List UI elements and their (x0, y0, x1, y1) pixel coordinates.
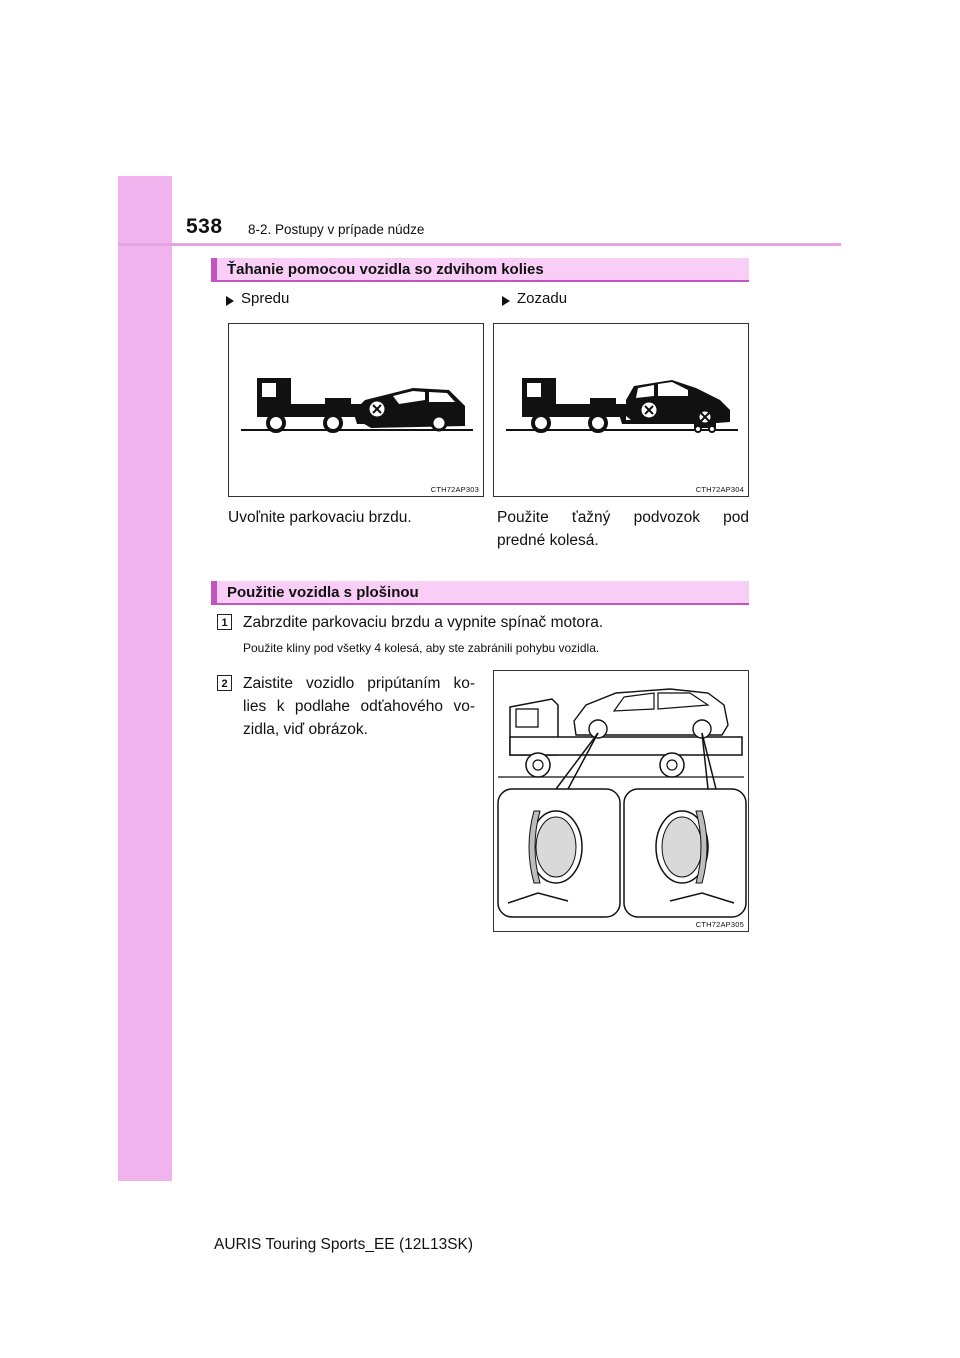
tow-truck-front-illustration (229, 324, 483, 496)
step-2-line3: zidla, viď obrázok. (243, 721, 368, 738)
step-1-text: Zabrzdite parkovaciu brzdu a vypnite spínač motora. (243, 614, 604, 631)
figure-code: CTH72AP303 (430, 485, 479, 494)
bullet-triangle-icon (226, 296, 234, 306)
step-2-line2: lies k podlahe odťahového vo- (243, 698, 475, 715)
figure-flatbed (493, 670, 749, 932)
figure-code: CTH72AP304 (695, 485, 744, 494)
caption-rear-line2: predné kolesá. (497, 532, 599, 549)
figure-tow-rear (493, 323, 749, 497)
caption-front: Uvoľnite parkovaciu brzdu. (228, 509, 412, 526)
page-number: 538 (186, 215, 223, 238)
step-number-1: 1 (217, 614, 232, 630)
step-2-line1: Zaistite vozidlo pripútaním ko- (243, 675, 475, 692)
section-heading-flatbed: Použitie vozidla s plošinou (211, 581, 749, 605)
figure-tow-front (228, 323, 484, 497)
flatbed-truck-illustration (494, 671, 748, 931)
section-heading-wheel-lift: Ťahanie pomocou vozidla so zdvihom kolies (211, 258, 749, 282)
bullet-triangle-icon (502, 296, 510, 306)
caption-rear-line1: Použite ťažný podvozok pod (497, 509, 749, 526)
label-rear: Zozadu (517, 290, 568, 307)
header-rule (118, 243, 841, 246)
step-number-2: 2 (217, 675, 232, 691)
tow-truck-rear-illustration (494, 324, 748, 496)
label-front: Spredu (241, 290, 290, 307)
section-title: 8-2. Postupy v prípade núdze (248, 222, 425, 237)
chapter-sidebar-tab (118, 176, 172, 1181)
footer-model-code: AURIS Touring Sports_EE (12L13SK) (214, 1236, 474, 1253)
figure-code: CTH72AP305 (695, 920, 744, 929)
step-1-note: Použite kliny pod všetky 4 kolesá, aby ste zabránili pohybu vozidla. (243, 641, 600, 655)
